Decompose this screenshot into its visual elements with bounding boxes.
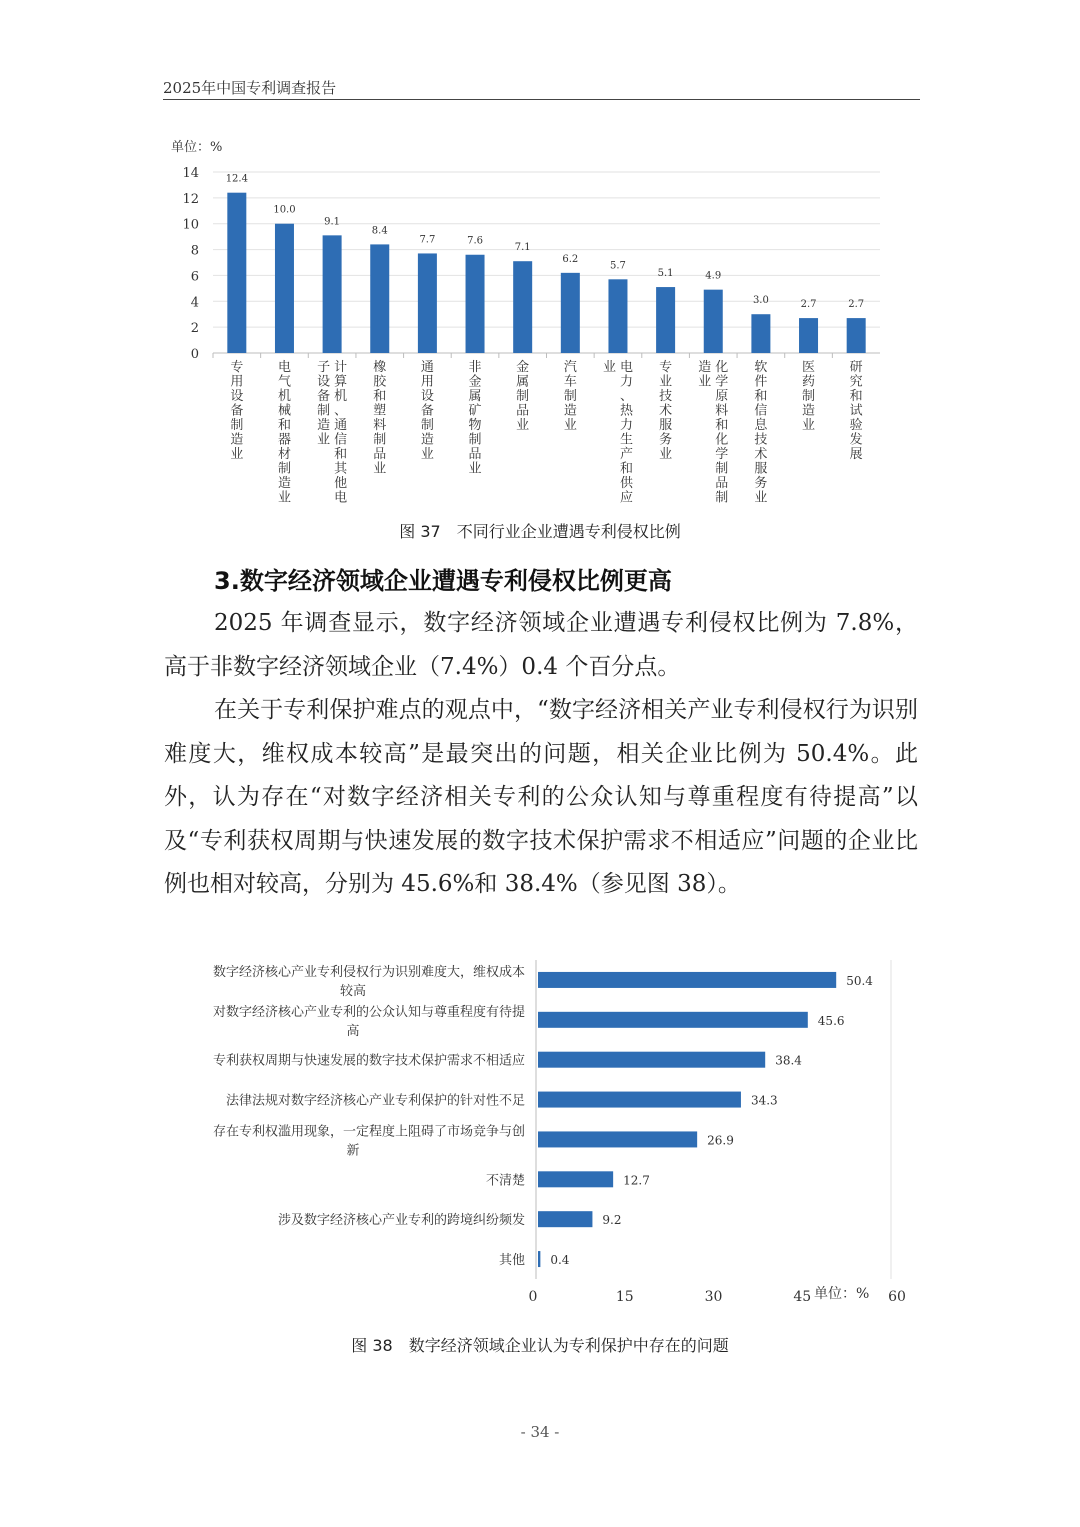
x-tick-label: 0 xyxy=(528,1289,538,1305)
bar-value-label: 34.3 xyxy=(750,1093,778,1108)
category-label: 数字经济核心产业专利侵权行为识别难度大，维权成本 xyxy=(212,964,525,980)
category-label: 业 xyxy=(602,360,616,375)
bar xyxy=(656,287,675,353)
bar-value-label: 8.4 xyxy=(371,225,388,237)
y-tick-label: 10 xyxy=(182,217,199,233)
bar xyxy=(370,244,389,353)
category-label: 专用设备制造业 xyxy=(230,360,244,462)
bar xyxy=(323,235,342,353)
category-label: 其他 xyxy=(498,1253,525,1269)
bar-value-label: 38.4 xyxy=(775,1053,802,1068)
bar xyxy=(538,1211,592,1227)
y-unit-label: 单位：% xyxy=(171,140,223,155)
bar xyxy=(538,1092,741,1108)
category-label: 子设备制造业 xyxy=(317,360,331,448)
bar-value-label: 0.4 xyxy=(550,1253,570,1268)
bar xyxy=(608,279,627,353)
bar-value-label: 12.4 xyxy=(225,173,248,185)
bar-value-label: 9.2 xyxy=(602,1213,622,1228)
bar-value-label: 2.7 xyxy=(848,299,865,311)
bar-value-label: 45.6 xyxy=(817,1013,845,1028)
category-label: 存在专利权滥用现象，一定程度上阻碍了市场竞争与创 xyxy=(212,1124,525,1140)
bar-value-label: 26.9 xyxy=(707,1133,734,1148)
bar xyxy=(538,1131,697,1147)
bar-value-label: 3.0 xyxy=(752,295,769,307)
category-label: 医药制造业 xyxy=(802,360,816,433)
category-label: 造业 xyxy=(698,360,712,390)
bar-value-label: 5.7 xyxy=(610,260,626,272)
x-unit-label: 单位：% xyxy=(814,1286,870,1302)
bar-value-label: 10.0 xyxy=(273,204,296,216)
x-tick-label: 60 xyxy=(888,1289,906,1305)
industry-infringement-bar-chart xyxy=(163,130,903,515)
category-label: 通用设备制造业 xyxy=(420,360,434,462)
paragraph-1: 2025 年调查显示，数字经济领域企业遭遇专利侵权比例为 7.8%，高于非数字经济领域企业（7.4%）0.4 个百分点。 xyxy=(164,610,918,680)
category-label: 橡胶和塑料制品业 xyxy=(373,360,387,477)
bar xyxy=(751,314,770,353)
y-tick-label: 12 xyxy=(182,191,199,207)
bar xyxy=(538,972,836,988)
bar-value-label: 6.2 xyxy=(562,253,579,265)
category-label: 专利获权周期与快速发展的数字技术保护需求不相适应 xyxy=(212,1053,525,1069)
category-label: 电力、热力生产和供应 xyxy=(619,360,633,506)
category-label: 化学原料和化学制品制 xyxy=(715,360,729,506)
category-label: 非金属矿物制品业 xyxy=(468,360,482,477)
x-tick-label: 15 xyxy=(615,1289,634,1305)
bar xyxy=(538,1052,765,1068)
figure-37-caption: 图 37 不同行业企业遭遇专利侵权比例 xyxy=(399,522,681,541)
paragraph-2: 在关于专利保护难点的观点中，“数字经济相关产业专利侵权行为识别难度大，维权成本较高”是最突出的问题，相关企业比例为 50.4%。此外，认为存在“对数字经济相关专利的公众认知与尊重程度有待提高”以及“专利获权周期与快速发展的数字技术保护需求不相适应”问题的企业比例也相对较高，分别为 45.6%和 38.4%（参见图 38）。 xyxy=(164,697,918,897)
category-label: 软件和信息技术服务业 xyxy=(754,360,768,506)
bar xyxy=(847,318,866,353)
category-label-wrap: 新 xyxy=(346,1143,360,1159)
y-tick-label: 2 xyxy=(190,321,199,337)
bar xyxy=(275,224,294,353)
bar xyxy=(466,255,485,353)
category-label: 对数字经济核心产业专利的公众认知与尊重程度有待提 xyxy=(212,1004,525,1020)
y-tick-label: 8 xyxy=(190,243,199,259)
bar xyxy=(704,290,723,353)
y-tick-label: 14 xyxy=(182,166,199,181)
bar xyxy=(538,1012,808,1028)
bar-value-label: 9.1 xyxy=(324,216,341,228)
category-label: 涉及数字经济核心产业专利的跨境纠纷频发 xyxy=(277,1213,525,1229)
figure-38-caption: 图 38 数字经济领域企业认为专利保护中存在的问题 xyxy=(351,1336,729,1355)
digital-economy-issues-bar-chart xyxy=(163,955,923,1315)
bar-value-label: 5.1 xyxy=(657,268,674,280)
bar xyxy=(538,1251,540,1267)
category-label: 电气机械和器材制造业 xyxy=(277,360,291,506)
category-label: 金属制品业 xyxy=(516,360,530,433)
category-label: 专业技术服务业 xyxy=(659,360,673,462)
bar-value-label: 7.1 xyxy=(514,242,531,254)
y-tick-label: 0 xyxy=(190,347,199,362)
y-tick-label: 4 xyxy=(190,295,199,311)
category-label-wrap: 高 xyxy=(346,1023,360,1039)
category-label: 不清楚 xyxy=(485,1173,525,1189)
category-label-wrap: 较高 xyxy=(339,983,367,999)
x-tick-label: 45 xyxy=(793,1289,812,1305)
category-label: 研究和试验发展 xyxy=(849,360,863,462)
bar xyxy=(227,193,246,353)
bar xyxy=(561,273,580,353)
bar-value-label: 7.7 xyxy=(419,234,436,246)
category-label: 法律法规对数字经济核心产业专利保护的针对性不足 xyxy=(225,1093,525,1109)
bar-value-label: 2.7 xyxy=(800,299,817,311)
x-tick-label: 30 xyxy=(704,1289,723,1305)
bar xyxy=(513,261,532,353)
category-label: 计算机、通信和其他电 xyxy=(334,360,348,506)
running-header: 2025年中国专利调查报告 xyxy=(163,79,337,97)
category-label: 汽车制造业 xyxy=(563,360,577,433)
bar-value-label: 7.6 xyxy=(467,235,483,247)
bar xyxy=(538,1171,613,1187)
y-tick-label: 6 xyxy=(190,269,199,285)
bar xyxy=(799,318,818,353)
header-rule xyxy=(163,99,920,100)
bar xyxy=(418,253,437,353)
page-number: - 34 - xyxy=(520,1423,560,1441)
bar-value-label: 50.4 xyxy=(846,973,873,988)
section-heading: 3.数字经济领域企业遭遇专利侵权比例更高 xyxy=(214,567,672,595)
bar-value-label: 12.7 xyxy=(623,1173,650,1188)
bar-value-label: 4.9 xyxy=(705,270,722,282)
